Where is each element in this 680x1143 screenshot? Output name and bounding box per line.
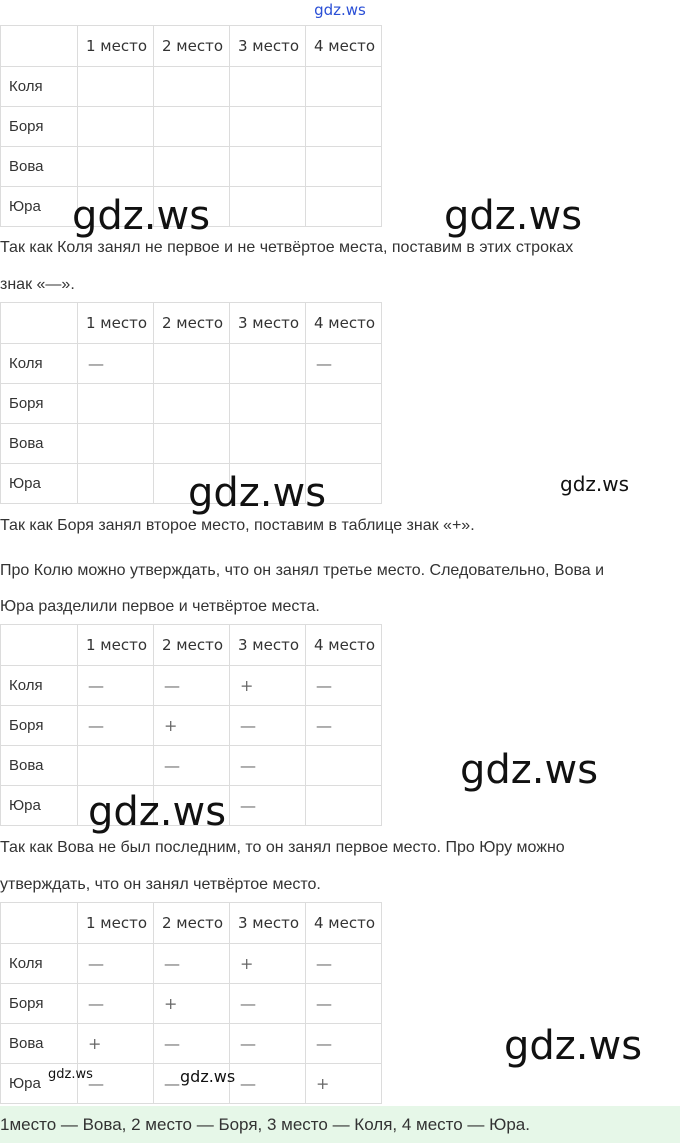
cell (230, 147, 306, 187)
cell (306, 384, 382, 424)
watermark: gdz.ws (560, 472, 630, 496)
header-place-3: 3 место (230, 903, 306, 944)
header-place-1: 1 место (78, 903, 154, 944)
cell (230, 424, 306, 464)
table-row (1, 107, 382, 147)
cell: — (230, 1064, 306, 1104)
table-header-row (1, 625, 382, 666)
cell: — (78, 1064, 154, 1104)
paragraph-3-line-1: Про Колю можно утверждать, что он занял третье место. Следовательно, Вова и (0, 562, 605, 579)
header-place-1: 1 место (78, 625, 154, 666)
row-name: Вова (1, 424, 78, 464)
cell: — (78, 344, 154, 384)
cell (306, 67, 382, 107)
header-place-2: 2 место (154, 625, 230, 666)
cell (78, 464, 154, 504)
row-name: Вова (1, 1024, 78, 1064)
cell: + (230, 666, 306, 706)
cell (154, 344, 230, 384)
cell (78, 147, 154, 187)
cell: + (154, 706, 230, 746)
cell: — (154, 666, 230, 706)
cell: — (306, 1024, 382, 1064)
watermark: gdz.ws (72, 193, 211, 239)
cell: + (230, 944, 306, 984)
table-row (1, 1024, 382, 1064)
cell: — (306, 666, 382, 706)
table-row (1, 384, 382, 424)
row-name: Боря (1, 984, 78, 1024)
row-name: Вова (1, 746, 78, 786)
cell: — (154, 1024, 230, 1064)
cell (306, 786, 382, 826)
cell: — (306, 344, 382, 384)
row-name: Боря (1, 107, 78, 147)
watermark: gdz.ws (460, 747, 599, 793)
cell: — (78, 984, 154, 1024)
cell: + (306, 1064, 382, 1104)
watermark: gdz.ws (88, 789, 227, 835)
cell: — (306, 944, 382, 984)
row-name: Коля (1, 666, 78, 706)
row-name: Коля (1, 67, 78, 107)
table-row (1, 984, 382, 1024)
row-name: Юра (1, 187, 78, 227)
watermark-top: gdz.ws (314, 1, 366, 19)
table-row (1, 746, 382, 786)
table-header-row (1, 903, 382, 944)
header-place-2: 2 место (154, 26, 230, 67)
cell: — (230, 786, 306, 826)
header-place-1: 1 место (78, 303, 154, 344)
header-place-4: 4 место (306, 303, 382, 344)
row-name: Юра (1, 1064, 78, 1104)
cell (230, 384, 306, 424)
paragraph-1-line-2: знак «—». (0, 276, 75, 293)
cell: — (230, 984, 306, 1024)
header-place-2: 2 место (154, 303, 230, 344)
corner-cell (1, 903, 78, 944)
header-place-4: 4 место (306, 625, 382, 666)
cell: — (154, 944, 230, 984)
cell (230, 67, 306, 107)
row-name: Коля (1, 344, 78, 384)
cell: — (154, 1064, 230, 1104)
cell (230, 344, 306, 384)
cell: — (154, 746, 230, 786)
paragraph-3-line-2: Юра разделили первое и четвёртое места. (0, 598, 320, 615)
cell (230, 187, 306, 227)
cell: + (78, 1024, 154, 1064)
cell: + (154, 984, 230, 1024)
header-place-3: 3 место (230, 625, 306, 666)
corner-cell (1, 26, 78, 67)
paragraph-4-line-2: утверждать, что он занял четвёртое место. (0, 876, 321, 893)
row-name: Юра (1, 464, 78, 504)
row-name: Коля (1, 944, 78, 984)
header-place-2: 2 место (154, 903, 230, 944)
cell: — (78, 944, 154, 984)
cell: — (78, 706, 154, 746)
watermark: gdz.ws (504, 1023, 643, 1069)
cell (78, 384, 154, 424)
corner-cell (1, 303, 78, 344)
table-row (1, 147, 382, 187)
cell (154, 147, 230, 187)
header-place-4: 4 место (306, 26, 382, 67)
cell: — (230, 746, 306, 786)
watermark: gdz.ws (444, 193, 583, 239)
table-row (1, 666, 382, 706)
cell (306, 107, 382, 147)
cell (230, 107, 306, 147)
cell: — (306, 984, 382, 1024)
table-header-row (1, 26, 382, 67)
cell: — (230, 1024, 306, 1064)
cell (154, 107, 230, 147)
table-row (1, 944, 382, 984)
paragraph-1-line-1: Так как Коля занял не первое и не четвёртое места, поставим в этих строках (0, 239, 574, 256)
cell: — (230, 706, 306, 746)
table-row (1, 424, 382, 464)
row-name: Вова (1, 147, 78, 187)
cell: — (306, 706, 382, 746)
row-name: Боря (1, 384, 78, 424)
paragraph-2: Так как Боря занял второе место, поставим в таблице знак «+». (0, 517, 475, 534)
cell: — (78, 666, 154, 706)
table-header-row (1, 303, 382, 344)
paragraph-4-line-1: Так как Вова не был последним, то он занял первое место. Про Юру можно (0, 839, 565, 856)
cell (306, 746, 382, 786)
cell (154, 67, 230, 107)
header-place-3: 3 место (230, 303, 306, 344)
corner-cell (1, 625, 78, 666)
row-name: Юра (1, 786, 78, 826)
cell (154, 424, 230, 464)
watermark: gdz.ws (180, 1067, 236, 1086)
header-place-1: 1 место (78, 26, 154, 67)
table-row (1, 344, 382, 384)
cell (306, 147, 382, 187)
answer-line: 1место — Вова, 2 место — Боря, 3 место — Коля, 4 место — Юра. (0, 1106, 680, 1143)
cell (78, 67, 154, 107)
table-row (1, 67, 382, 107)
cell (78, 746, 154, 786)
cell (78, 107, 154, 147)
header-place-4: 4 место (306, 903, 382, 944)
header-place-3: 3 место (230, 26, 306, 67)
table-row (1, 706, 382, 746)
watermark: gdz.ws (48, 1067, 93, 1082)
watermark: gdz.ws (188, 470, 327, 516)
cell (154, 384, 230, 424)
cell (78, 424, 154, 464)
cell (306, 187, 382, 227)
row-name: Боря (1, 706, 78, 746)
cell (306, 424, 382, 464)
